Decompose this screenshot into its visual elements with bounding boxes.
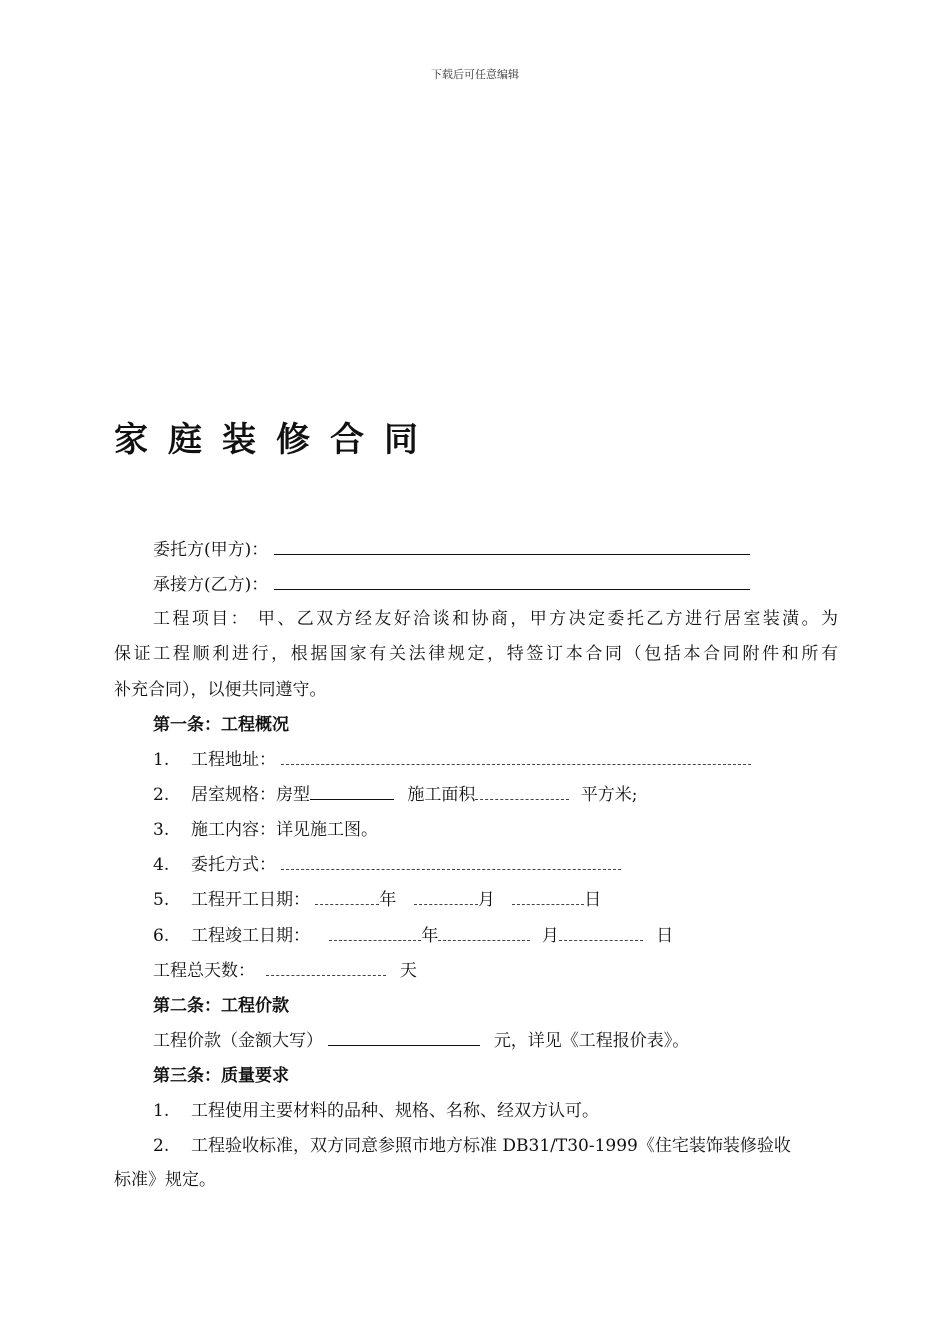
item-6-row [153,924,673,948]
start-day-blank[interactable] [512,890,584,905]
total-days-row [153,959,417,983]
section-2-title: 第二条：工程价款 [153,996,289,1016]
end-day-label: 日 [656,926,674,946]
start-year-blank[interactable] [315,890,379,905]
end-day-blank[interactable] [559,926,643,941]
room-type-blank[interactable] [310,783,394,800]
item-3-label: 施工内容：详见施工图。 [191,820,378,840]
intro-line-1: 工程项目： 甲、乙双方经友好洽谈和协商，甲方决定委托乙方进行居室装潢。为 [153,609,838,629]
party-a-row [153,538,750,562]
party-b-row [153,573,750,597]
section-3-title: 第三条：质量要求 [153,1066,289,1086]
quality-item-1 [153,1099,599,1123]
total-days-blank[interactable] [266,961,386,976]
intro-paragraph [153,607,838,631]
item-1-row [153,748,751,772]
address-blank[interactable] [281,750,751,765]
item-2-number: 2. [153,785,170,805]
area-label: 施工面积 [407,785,476,805]
item-1-label: 工程地址： [191,750,276,770]
page-header: 下载后可任意编辑 [431,68,519,81]
item-1-number: 1. [153,750,170,770]
item-4-label: 委托方式： [191,855,276,875]
end-year-blank[interactable] [329,926,421,941]
total-days-label: 工程总天数： [153,961,255,981]
party-b-label: 承接方(乙方)： [153,575,269,595]
item-3-number: 3. [153,820,170,840]
item-2-label: 居室规格：房型 [191,785,310,805]
quality-item-2 [153,1134,838,1158]
item-5-label: 工程开工日期： [191,890,310,910]
quality-item-2-line-2: 标准》规定。 [114,1170,216,1190]
document-title: 家庭装修合同 [114,420,438,460]
party-a-label: 委托方(甲方)： [153,540,269,560]
intro-line-3: 补充合同），以便共同遵守。 [114,680,327,700]
quality-item-1-text: 工程使用主要材料的品种、规格、名称、经双方认可。 [191,1101,599,1121]
item-5-number: 5. [153,890,170,910]
end-year-label: 年 [421,926,439,946]
item-6-number: 6. [153,926,170,946]
price-label: 工程价款（金额大写） [153,1031,323,1051]
item-4-number: 4. [153,855,170,875]
party-a-blank[interactable] [274,538,750,555]
total-days-unit: 天 [399,961,417,981]
item-4-row [153,853,621,877]
end-month-blank[interactable] [438,926,530,941]
price-row [153,1029,689,1053]
intro-line-2: 保证工程顺利进行，根据国家有关法律规定，特签订本合同（包括本合同附件和所有 [114,644,838,664]
quality-item-2-number: 2. [153,1136,170,1156]
party-b-blank[interactable] [274,573,750,590]
item-2-row [153,783,638,807]
price-blank[interactable] [328,1029,480,1046]
item-3-row [153,818,378,842]
item-5-row [153,888,601,912]
quality-item-1-number: 1. [153,1101,170,1121]
start-day-label: 日 [584,890,602,910]
start-month-label: 月 [477,890,495,910]
item-6-label: 工程竣工日期： [191,926,310,946]
start-month-blank[interactable] [414,890,478,905]
section-1-title: 第一条：工程概况 [153,715,289,735]
price-tail: 元，详见《工程报价表》。 [493,1031,690,1051]
area-unit: 平方米; [580,785,638,805]
start-year-label: 年 [379,890,397,910]
commission-method-blank[interactable] [281,855,621,870]
end-month-label: 月 [541,926,559,946]
area-blank[interactable] [475,785,569,800]
quality-item-2-line-1: 工程验收标准，双方同意参照市地方标准 DB31/T30-1999《住宅装饰装修验收 [191,1136,791,1156]
